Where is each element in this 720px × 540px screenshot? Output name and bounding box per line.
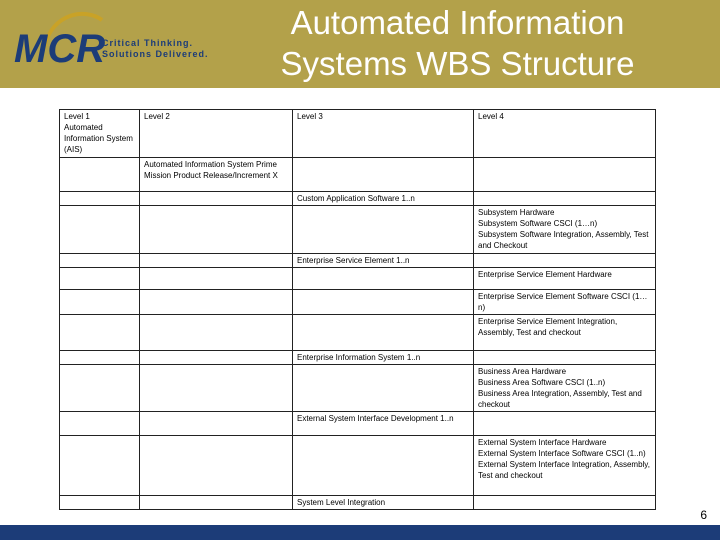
header-level-3: Level 3 [293,110,474,158]
level4-business-software: Business Area Software CSCI (1..n) [478,378,606,387]
empty-cell [474,496,656,510]
logo-letters: MCR [14,27,106,71]
empty-cell [293,365,474,412]
empty-cell [60,436,140,496]
empty-cell [60,290,140,315]
empty-cell [140,192,293,206]
table-row [60,192,656,206]
empty-cell [140,290,293,315]
empty-cell [293,315,474,351]
empty-cell [60,315,140,351]
empty-cell [293,290,474,315]
mcr-logo [14,6,254,76]
table-row [60,268,656,290]
level4-subsystem-hardware: Subsystem Hardware [478,208,555,217]
logo-tagline-1: Critical Thinking. [102,38,194,48]
empty-cell [140,315,293,351]
empty-cell [140,436,293,496]
empty-cell [60,496,140,510]
level3-system-level-integration: System Level Integration [293,496,474,510]
empty-cell [60,268,140,290]
header-level-1: Level 1 [64,112,90,121]
wbs-table [59,109,656,510]
empty-cell [140,268,293,290]
level1-ais: Automated Information System (AIS) [64,123,133,154]
table-row [60,496,656,510]
level4-subsystem-integration: Subsystem Software Integration, Assembly, Test and Checkout [478,230,649,250]
empty-cell [60,192,140,206]
empty-cell [60,365,140,412]
empty-cell [60,254,140,268]
empty-cell [293,268,474,290]
empty-cell [60,206,140,254]
table-row [60,436,656,496]
empty-cell [474,351,656,365]
empty-cell [60,412,140,436]
empty-cell [140,351,293,365]
empty-cell [293,436,474,496]
table-row [60,351,656,365]
level4-ese-integration: Enterprise Service Element Integration, Assembly, Test and checkout [474,315,656,351]
header-level-2: Level 2 [140,110,293,158]
level4-external-software: External System Interface Software CSCI (1..n) [478,449,646,458]
empty-cell [60,158,140,192]
table-row [60,412,656,436]
footer-bar [0,525,720,540]
empty-cell [140,412,293,436]
empty-cell [140,254,293,268]
level4-business-cell [474,365,656,412]
empty-cell [474,254,656,268]
level4-external-cell [474,436,656,496]
level3-enterprise-service-element: Enterprise Service Element 1..n [293,254,474,268]
empty-cell [474,412,656,436]
slide-title-line-2: Systems WBS Structure [280,45,635,82]
empty-cell [474,158,656,192]
empty-cell [140,206,293,254]
slide-title [250,2,665,84]
level1-cell [60,110,140,158]
empty-cell [140,496,293,510]
slide-title-line-1: Automated Information [290,4,625,41]
level4-ese-software: Enterprise Service Element Software CSCI (1…n) [474,290,656,315]
table-row [60,315,656,351]
header-level-4: Level 4 [474,110,656,158]
level4-external-hardware: External System Interface Hardware [478,438,607,447]
empty-cell [140,365,293,412]
level4-external-integration: External System Interface Integration, Assembly, Test and checkout [478,460,650,480]
table-row [60,254,656,268]
table-row [60,365,656,412]
logo-tagline-2: Solutions Delivered. [102,49,209,59]
table-row [60,110,656,158]
level4-business-integration: Business Area Integration, Assembly, Test and checkout [478,389,642,409]
table-row [60,206,656,254]
level4-ese-hardware: Enterprise Service Element Hardware [474,268,656,290]
empty-cell [293,206,474,254]
level4-business-hardware: Business Area Hardware [478,367,567,376]
empty-cell [293,158,474,192]
level4-subsystem-software: Subsystem Software CSCI (1…n) [478,219,598,228]
table-row [60,158,656,192]
table-row [60,290,656,315]
level2-prime-mission: Automated Information System Prime Mission Product Release/Increment X [140,158,293,192]
level4-subsystem-cell [474,206,656,254]
level3-external-interface: External System Interface Development 1..n [293,412,474,436]
empty-cell [474,192,656,206]
level3-enterprise-info-system: Enterprise Information System 1..n [293,351,474,365]
level3-custom-app: Custom Application Software 1..n [293,192,474,206]
empty-cell [60,351,140,365]
page-number: 6 [700,508,707,522]
